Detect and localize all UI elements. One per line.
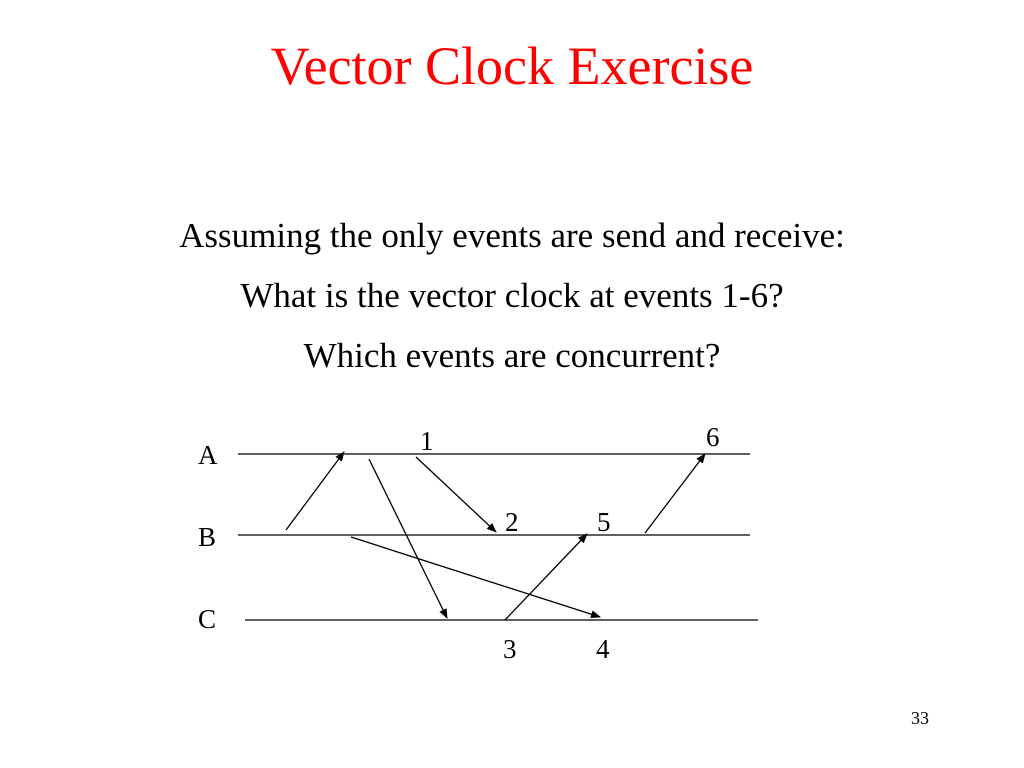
slide-title: Vector Clock Exercise (270, 36, 754, 96)
message-c3-to-b5 (505, 534, 587, 620)
process-label-a: A (198, 440, 218, 470)
message-b-to-a6 (645, 454, 705, 533)
question-line-3: Which events are concurrent? (303, 336, 721, 375)
process-label-c: C (198, 604, 217, 634)
page-number: 33 (911, 708, 929, 728)
question-line-1: Assuming the only events are send and receive: (179, 216, 845, 255)
process-label-b: B (198, 522, 217, 552)
question-line-2: What is the vector clock at events 1-6? (240, 276, 784, 315)
event-label-2: 2 (505, 507, 519, 537)
event-label-5: 5 (597, 507, 611, 537)
message-b-to-a (286, 452, 344, 530)
message-a-to-c (369, 459, 447, 618)
event-label-4: 4 (596, 634, 610, 664)
event-label-3: 3 (503, 634, 517, 664)
message-a1-to-b2 (416, 457, 496, 532)
message-b-to-c4 (351, 537, 600, 617)
event-label-1: 1 (420, 426, 434, 456)
event-label-6: 6 (706, 422, 720, 452)
